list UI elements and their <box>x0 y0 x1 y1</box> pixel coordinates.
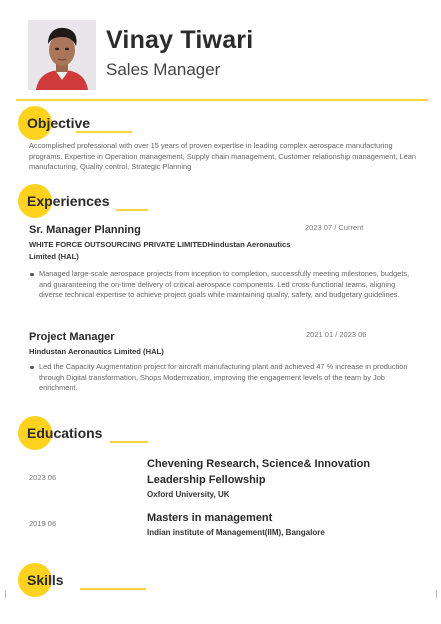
section-title-experiences: Experiences <box>27 193 110 209</box>
education-school: Oxford University, UK <box>147 490 230 499</box>
page-edge-mark <box>5 590 6 598</box>
section-header-skills <box>16 563 156 599</box>
job-dates: 2021 01 / 2023 06 <box>306 330 367 339</box>
job-company: Hindustan Aeronautics Limited (HAL) <box>29 347 164 356</box>
job-bullet: Led the Capacity Augmentation project for aircraft manufacturing plant and achieved 47 % increase in production through Digital transformation, Shops Modernization, improving the engagement levels of the team by Job enrichment. <box>29 362 413 394</box>
job-bullet: Managed large-scale aerospace projects from inception to completion, successfully meeting milestones, budgets, and guaranteeing the on-time delivery of critical aerospace components. Led cross-functional teams, aligning diverse technical expertise to achieve project goals while maintaining quality, safety, and budgetary guidelines. <box>29 269 413 301</box>
header-divider <box>16 99 428 101</box>
education-degree: Masters in management <box>147 512 273 524</box>
job-company: WHITE FORCE OUTSOURCING PRIVATE LIMITEDHindustan Aeronautics Limited (HAL) <box>29 240 291 261</box>
profile-photo <box>28 20 96 90</box>
candidate-title: Sales Manager <box>106 60 221 79</box>
section-underline <box>76 131 132 133</box>
education-school: Indian institute of Management(IIM), Bangalore <box>147 528 325 537</box>
job-dates: 2023 07 / Current <box>305 223 364 232</box>
section-underline <box>80 588 146 590</box>
section-underline <box>116 209 148 211</box>
education-degree: Chevening Research, Science& Innovation Leadership Fellowship <box>147 458 371 486</box>
job-title: Project Manager <box>29 331 115 343</box>
education-date: 2023 06 <box>29 473 57 482</box>
objective-text: Accomplished professional with over 15 years of proven expertise in leading complex aerospace manufacturing programs. Expertise in Operation management, Supply chain management, Customer relationship management, Lean manufacturing, Quality control, Strategic Planning <box>29 141 416 172</box>
section-header-experiences <box>16 184 156 220</box>
section-title-skills: Skills <box>27 572 64 588</box>
section-underline <box>110 441 148 443</box>
page-edge-mark <box>436 590 437 598</box>
section-title-educations: Educations <box>27 425 103 441</box>
candidate-name: Vinay Tiwari <box>106 26 254 54</box>
section-header-educations <box>16 416 156 452</box>
education-date: 2019 06 <box>29 519 57 528</box>
job-title: Sr. Manager Planning <box>29 224 141 236</box>
section-title-objective: Objective <box>27 115 91 131</box>
section-header-objective <box>16 106 156 142</box>
